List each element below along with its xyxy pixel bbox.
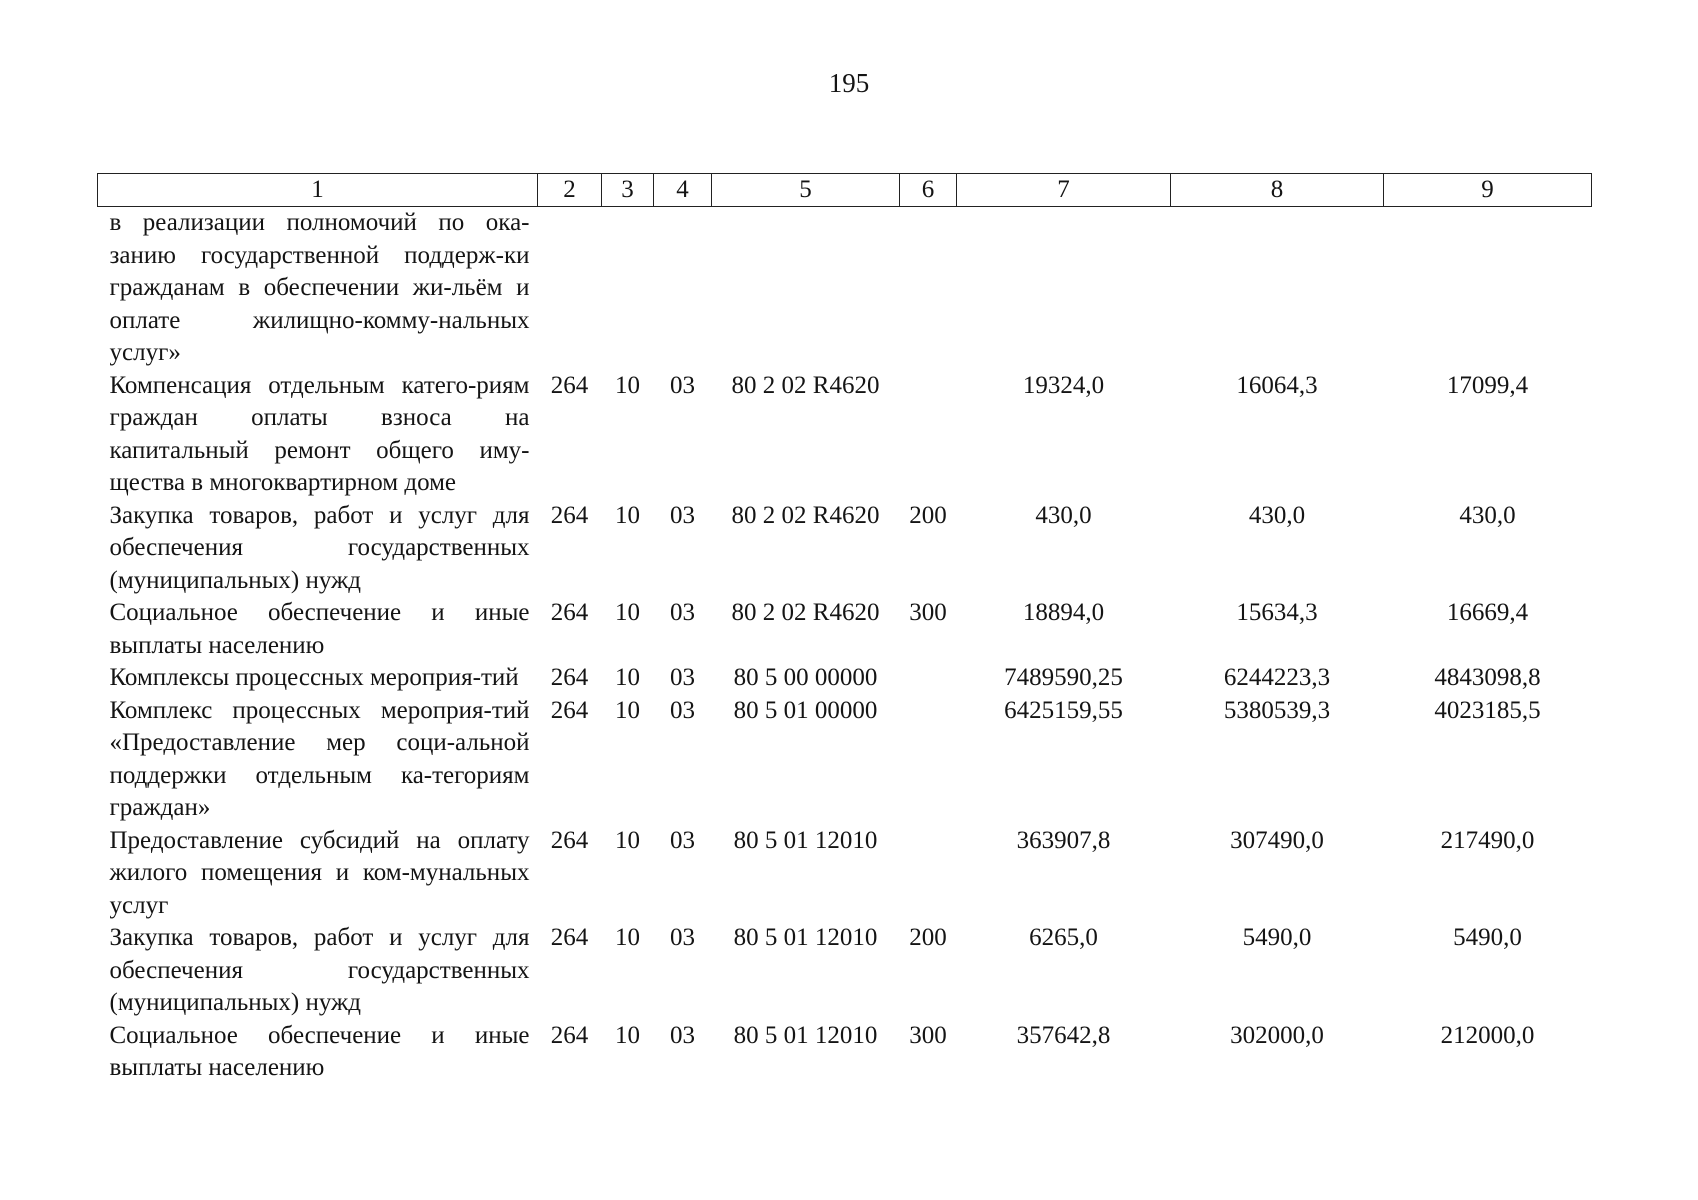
column-header-1: 1 [98,174,538,207]
cell-expense-type [900,695,957,825]
cell-amount-col9: 430,0 [1459,501,1516,529]
cell-amount-col7: 18894,0 [1022,599,1105,626]
table-row [98,500,1592,598]
cell-expense-type [900,662,957,695]
cell-expense-type: 200 [909,501,947,529]
cell-target-article: 80 5 01 12010 [733,924,878,951]
cell-amount-col8: 6244223,3 [1223,664,1331,691]
cell-target-article: 80 2 02 R4620 [731,599,880,626]
cell-section: 10 [615,696,640,724]
cell-admin-code: 264 [550,924,589,951]
cell-expense-type: 200 [909,924,947,951]
cell-target-article [712,207,900,370]
table-row [98,597,1592,662]
cell-amount-col8: 5380539,3 [1223,696,1331,724]
row-name: Социальное обеспечение и иные выплаты населению [109,599,530,659]
cell-amount-col9: 17099,4 [1446,371,1529,399]
cell-expense-type: 300 [909,1021,947,1049]
cell-admin-code: 264 [550,826,589,854]
cell-amount-col8 [1171,207,1384,370]
row-name: Комплексы процессных мероприя-тий [109,664,519,691]
cell-admin-code: 264 [550,1021,589,1049]
cell-section: 10 [615,826,640,854]
cell-section [602,207,654,370]
cell-amount-col8: 16064,3 [1236,371,1318,399]
cell-section: 10 [615,599,640,626]
budget-table [97,173,1592,1085]
cell-section: 10 [615,924,640,951]
table-row [98,370,1592,500]
table-row [98,825,1592,923]
table-row [98,695,1592,825]
cell-amount-col9: 4843098,8 [1434,664,1541,691]
column-header-8: 8 [1171,174,1384,207]
row-name: Предоставление субсидий на оплату жилого помещения и ком-мунальных услуг [109,826,530,919]
cell-subsection: 03 [670,696,695,724]
column-header-4: 4 [654,174,712,207]
column-header-5: 5 [712,174,900,207]
table-row [98,1020,1592,1085]
cell-expense-type [900,207,957,370]
cell-section: 10 [615,1021,640,1049]
cell-expense-type [900,370,957,500]
cell-amount-col8: 430,0 [1248,501,1306,529]
cell-subsection: 03 [670,371,695,399]
cell-amount-col9 [1384,207,1592,370]
cell-subsection: 03 [670,501,695,529]
table-row [98,207,1592,370]
header-row [98,174,1592,207]
cell-subsection [654,207,712,370]
cell-amount-col9: 4023185,5 [1434,696,1541,724]
cell-subsection: 03 [670,664,695,691]
cell-admin-code [538,207,602,370]
row-name: Закупка товаров, работ и услуг для обеспечения государственных (муниципальных) нужд [109,501,530,594]
row-name: Комплекс процессных мероприя-тий «Предоставление мер соци-альной поддержки отдельным ка-тегориям граждан» [109,696,530,821]
cell-target-article: 80 5 01 12010 [733,1021,878,1049]
cell-amount-col9: 212000,0 [1440,1021,1535,1049]
cell-amount-col7: 430,0 [1035,501,1092,529]
cell-target-article: 80 2 02 R4620 [731,501,880,529]
column-header-7: 7 [957,174,1171,207]
cell-subsection: 03 [670,599,695,626]
cell-admin-code: 264 [550,664,589,691]
cell-amount-col8: 302000,0 [1230,1021,1324,1049]
cell-expense-type [900,825,957,923]
cell-section: 10 [615,501,640,529]
column-header-6: 6 [900,174,957,207]
cell-target-article: 80 5 01 12010 [733,826,878,854]
table-row [98,662,1592,695]
cell-amount-col8: 15634,3 [1236,599,1318,626]
row-name: Компенсация отдельным катего-риям граждан оплаты взноса на капитальный ремонт общего иму-щества в многоквартирном доме [109,371,530,496]
cell-admin-code: 264 [550,599,589,626]
cell-target-article: 80 5 01 00000 [733,696,878,724]
cell-section: 10 [615,664,640,691]
cell-subsection: 03 [670,924,695,951]
cell-amount-col9: 217490,0 [1440,826,1535,854]
table-row [98,922,1592,1020]
cell-amount-col7: 7489590,25 [1004,664,1123,691]
cell-admin-code: 264 [550,371,589,399]
column-header-2: 2 [538,174,602,207]
cell-amount-col8: 5490,0 [1242,924,1312,951]
row-name: в реализации полномочий по ока-занию государственной поддерж-ки гражданам в обеспечении жи-льём и оплате жилищно-комму-нальных услуг» [109,209,530,366]
cell-admin-code: 264 [550,696,589,724]
cell-section: 10 [615,371,640,399]
cell-amount-col8: 307490,0 [1230,826,1324,854]
cell-target-article: 80 5 00 00000 [733,664,878,691]
cell-admin-code: 264 [550,501,589,529]
row-name: Закупка товаров, работ и услуг для обеспечения государственных (муниципальных) нужд [109,924,530,1016]
page-number: 195 [828,68,870,98]
column-header-3: 3 [602,174,654,207]
column-header-9: 9 [1384,174,1592,207]
cell-amount-col7: 19324,0 [1022,371,1105,399]
cell-amount-col7 [957,207,1171,370]
cell-expense-type: 300 [909,599,947,626]
cell-amount-col7: 363907,8 [1016,826,1111,854]
cell-amount-col7: 6265,0 [1029,924,1098,951]
cell-amount-col9: 5490,0 [1453,924,1522,951]
cell-amount-col7: 357642,8 [1016,1021,1111,1049]
row-name: Социальное обеспечение и иные выплаты населению [109,1021,530,1081]
cell-target-article: 80 2 02 R4620 [731,371,880,399]
cell-amount-col9: 16669,4 [1446,599,1529,626]
cell-subsection: 03 [670,1021,695,1049]
cell-subsection: 03 [670,826,695,854]
cell-amount-col7: 6425159,55 [1004,696,1123,724]
